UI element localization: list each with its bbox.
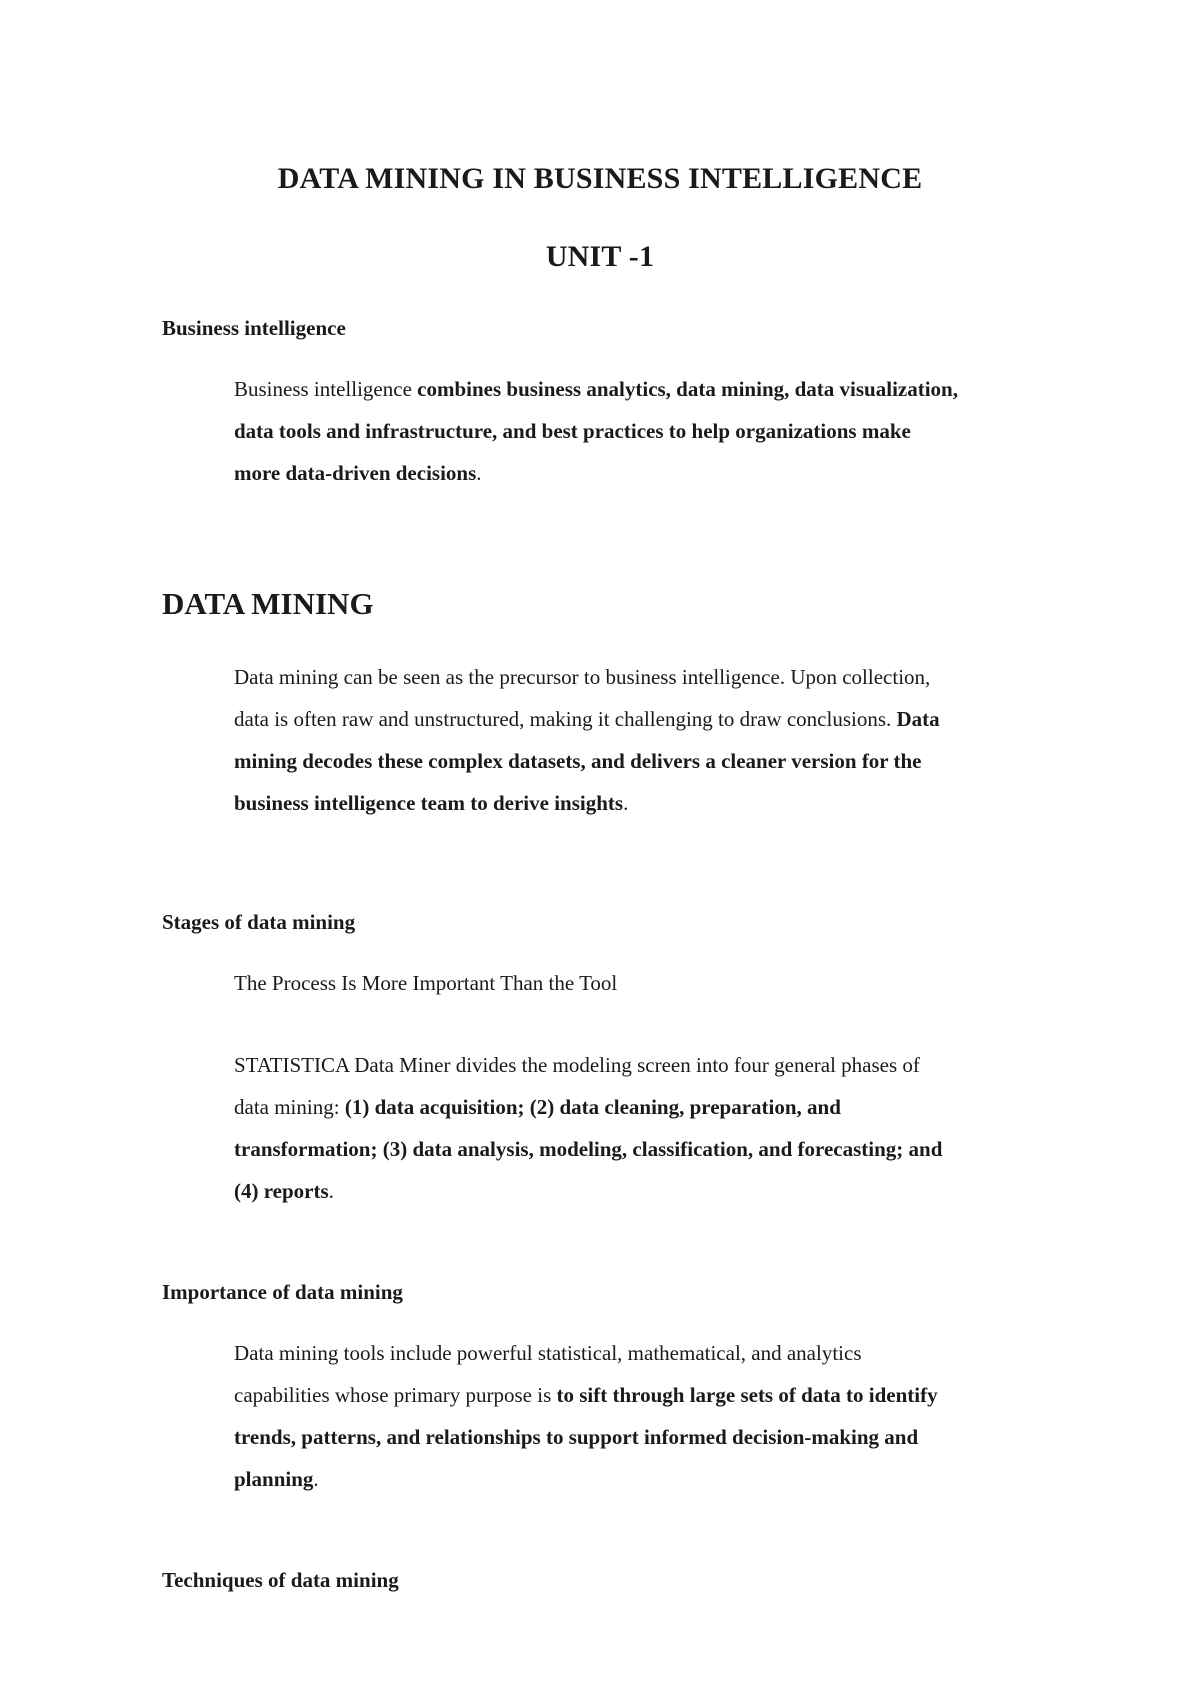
bold-text: mining decodes these complex datasets, and delivers a cleaner version for the <box>234 749 922 773</box>
bold-text: planning <box>234 1467 314 1491</box>
bold-text: trends, patterns, and relationships to support informed decision-making and <box>234 1425 919 1449</box>
paragraph-importance <box>234 1332 1094 1500</box>
section-heading-importance: Importance of data mining <box>162 1280 403 1304</box>
plain-text: Business intelligence <box>234 377 418 401</box>
plain-text: The Process Is More Important Than the Tool <box>234 971 618 995</box>
plain-text: data is often raw and unstructured, making it challenging to draw conclusions. <box>234 707 897 731</box>
bold-text: to sift through large sets of data to identify <box>556 1383 938 1407</box>
plain-text: Data mining tools include powerful statistical, mathematical, and analytics <box>234 1341 862 1365</box>
plain-text: Data mining can be seen as the precursor to business intelligence. Upon collection, <box>234 665 931 689</box>
plain-text: . <box>623 791 629 815</box>
paragraph-line <box>234 656 1094 698</box>
paragraph-line <box>234 782 1094 824</box>
bold-text: (1) data acquisition; (2) data cleaning, preparation, and <box>344 1095 841 1119</box>
paragraph-line <box>234 1086 1094 1128</box>
bold-text: more data-driven decisions <box>234 461 477 485</box>
paragraph-line <box>234 962 1094 1004</box>
paragraph-stages-intro <box>234 962 1094 1004</box>
paragraph-data-mining <box>234 656 1094 824</box>
section-heading-techniques: Techniques of data mining <box>162 1568 399 1592</box>
plain-text: . <box>476 461 482 485</box>
paragraph-line <box>234 1128 1094 1170</box>
bold-text: combines business analytics, data mining, data visualization, <box>417 377 958 401</box>
plain-text: STATISTICA Data Miner divides the modeling screen into four general phases of <box>234 1053 920 1077</box>
bold-text: (4) reports <box>234 1179 329 1203</box>
paragraph-line <box>234 1332 1094 1374</box>
bold-text: business intelligence team to derive insights <box>234 791 624 815</box>
paragraph-line <box>234 698 1094 740</box>
paragraph-line <box>234 1416 1094 1458</box>
paragraph-line <box>234 1170 1094 1212</box>
bold-text: data tools and infrastructure, and best practices to help organizations make <box>234 419 911 443</box>
paragraph-line <box>234 1458 1094 1500</box>
bold-text: Data <box>896 707 940 731</box>
plain-text: . <box>328 1179 334 1203</box>
plain-text: . <box>313 1467 319 1491</box>
paragraph-line <box>234 1044 1094 1086</box>
paragraph-line <box>234 1374 1094 1416</box>
paragraph-line <box>234 368 1094 410</box>
document-title: DATA MINING IN BUSINESS INTELLIGENCE <box>277 162 923 195</box>
paragraph-line <box>234 452 1094 494</box>
unit-label: UNIT -1 <box>545 240 655 273</box>
paragraph-stages-phases <box>234 1044 1094 1212</box>
paragraph-line <box>234 740 1094 782</box>
bold-text: transformation; (3) data analysis, modeling, classification, and forecasting; and <box>234 1137 943 1161</box>
section-heading-stages: Stages of data mining <box>162 910 356 934</box>
section-heading-data-mining: DATA MINING <box>162 586 374 621</box>
plain-text: capabilities whose primary purpose is <box>234 1383 557 1407</box>
paragraph-business-intelligence <box>234 368 1094 494</box>
paragraph-line <box>234 410 1094 452</box>
section-heading-business-intelligence: Business intelligence <box>162 316 346 340</box>
plain-text: data mining: <box>234 1095 345 1119</box>
